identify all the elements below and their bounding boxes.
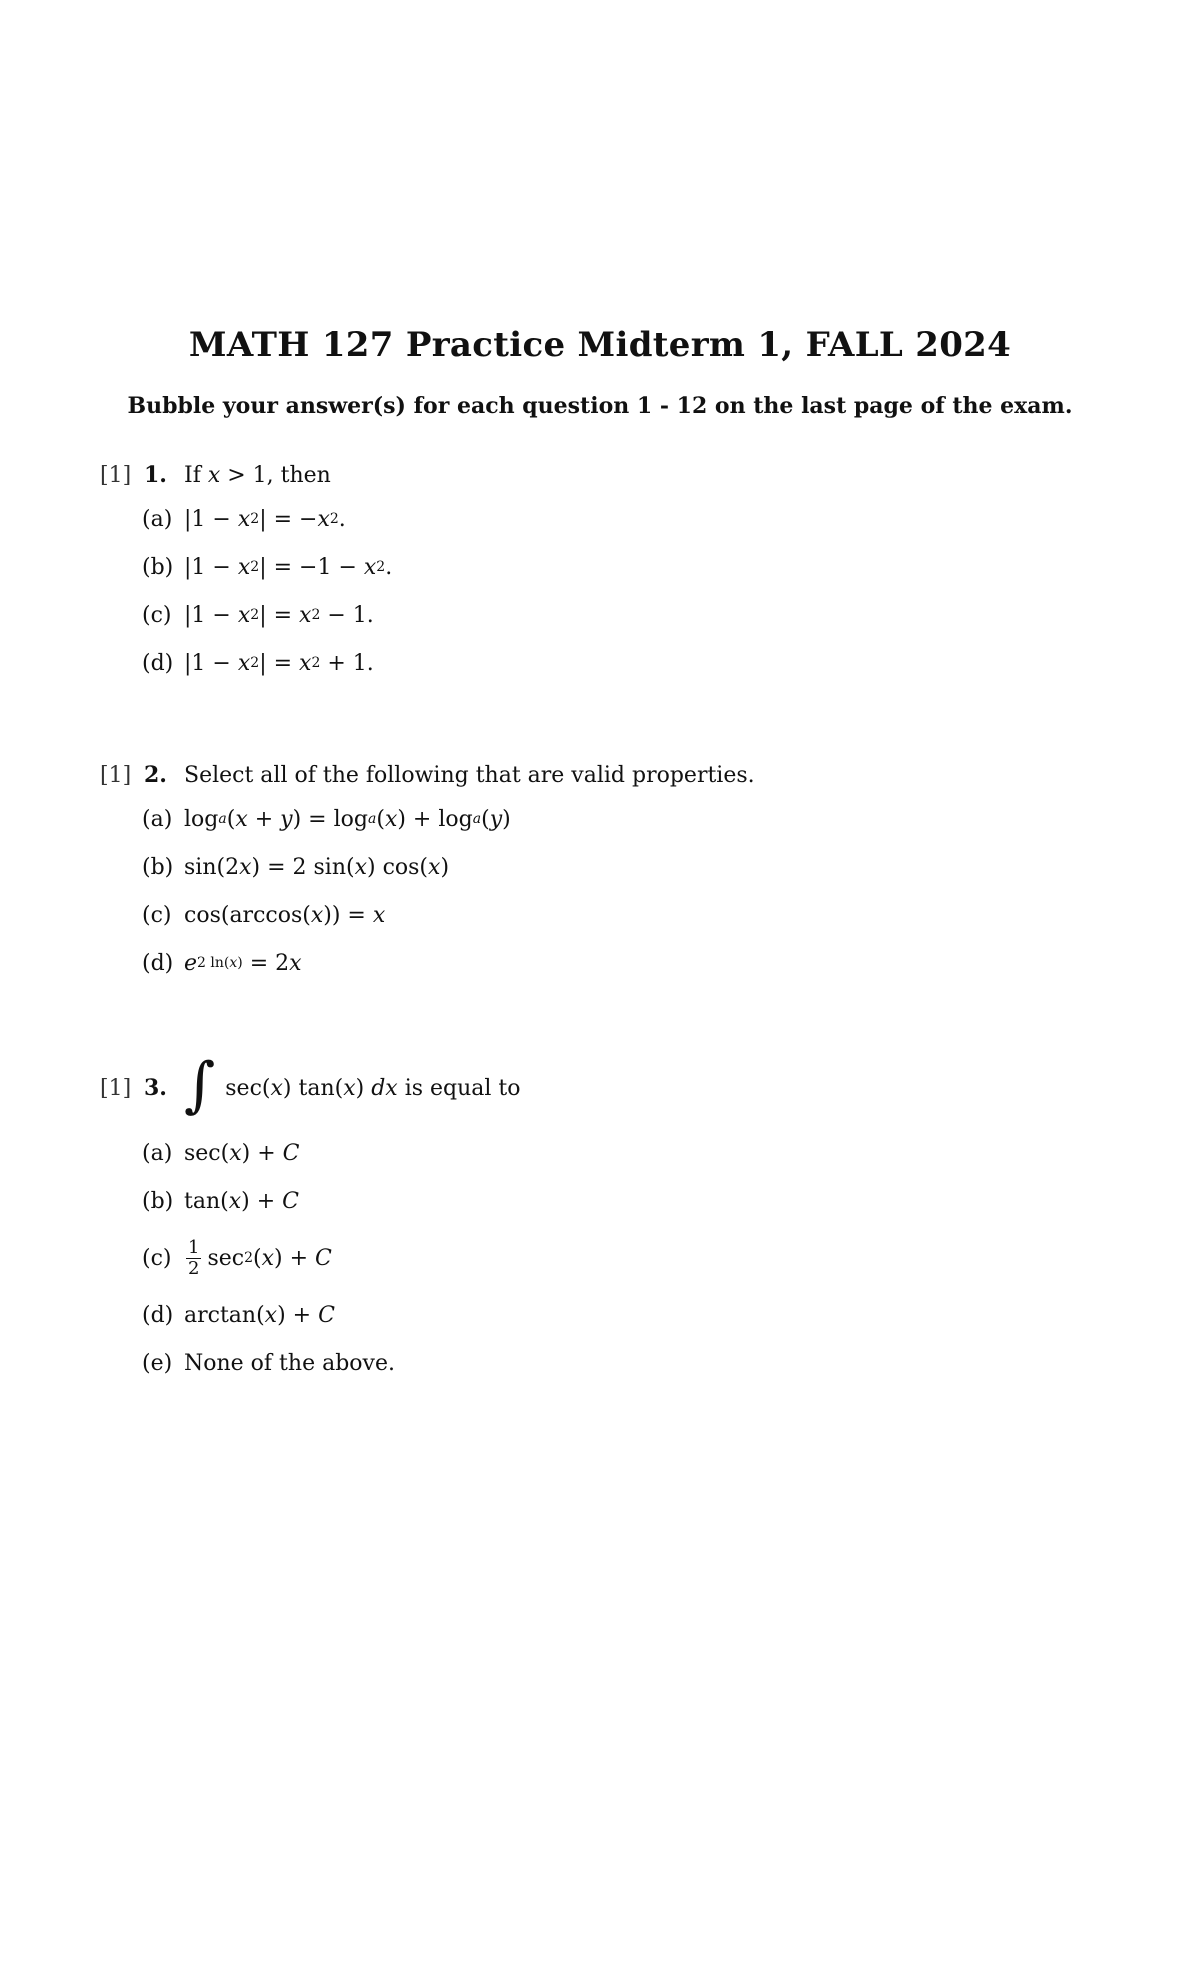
- option-text: $\frac{1}{2}$ sec 2 ( x ) + C: [188, 1236, 332, 1279]
- option-d: [142, 939, 1100, 987]
- option-text: |1 − x 2 | = x 2 + 1.: [184, 650, 374, 676]
- option-text: |1 − x 2 | = −1 − x 2 .: [184, 554, 393, 580]
- option-a: [142, 1129, 1100, 1177]
- option-text: cos(arccos( x )) = x: [184, 902, 386, 928]
- option-c: [142, 591, 1100, 639]
- option-a: [142, 795, 1100, 843]
- integral-sign: ∫: [184, 1050, 216, 1120]
- option-b: [142, 1177, 1100, 1225]
- option-c: [142, 891, 1100, 939]
- option-text: log a ( x + y ) = log a ( x ) + log a ( y ): [184, 806, 511, 832]
- option-text: tan( x ) + C: [184, 1188, 299, 1214]
- option-text: arctan( x ) + C: [184, 1302, 335, 1328]
- points-label: [1]: [100, 762, 132, 788]
- question-3: [100, 1050, 1100, 1387]
- question-number: 1.: [144, 462, 167, 488]
- option-label: (d): [142, 1302, 174, 1328]
- option-label: (b): [142, 1188, 174, 1214]
- option-label: (c): [142, 1245, 172, 1271]
- question-prompt: If x > 1, then: [184, 462, 331, 488]
- option-text: None of the above.: [184, 1350, 395, 1376]
- instructions: Bubble your answer(s) for each question 1 - 12 on the last page of the exam.: [127, 393, 1073, 419]
- option-d: [142, 639, 1100, 687]
- points-label: [1]: [100, 1075, 132, 1101]
- option-label: (e): [142, 1350, 173, 1376]
- option-text: |1 − x 2 | = x 2 − 1.: [184, 602, 374, 628]
- option-label: (a): [142, 806, 173, 832]
- option-e: [142, 1339, 1100, 1387]
- question-1: [100, 455, 1100, 687]
- option-b: [142, 543, 1100, 591]
- option-label: (c): [142, 902, 172, 928]
- points-label: [1]: [100, 462, 132, 488]
- option-text: e 2 ln(x) = 2 x: [184, 950, 302, 976]
- question-number: 3.: [144, 1075, 167, 1101]
- fraction-one-half: $\frac{1}{2}$: [188, 1236, 200, 1279]
- page-title: MATH 127 Practice Midterm 1, FALL 2024: [188, 325, 1012, 365]
- option-label: (a): [142, 1140, 173, 1166]
- option-label: (b): [142, 554, 174, 580]
- option-text: |1 − x 2 | = − x 2 .: [184, 506, 346, 532]
- option-label: (d): [142, 650, 174, 676]
- option-a: [142, 495, 1100, 543]
- question-number: 2.: [144, 762, 167, 788]
- option-label: (b): [142, 854, 174, 880]
- option-text: sin(2 x ) = 2 sin( x ) cos( x ): [184, 854, 450, 880]
- option-label: (d): [142, 950, 174, 976]
- option-label: (c): [142, 602, 172, 628]
- question-prompt: ∫ sec( x ) tan( x ) dx is equal to: [184, 1050, 521, 1120]
- option-label: (a): [142, 506, 173, 532]
- option-c: [142, 1225, 1100, 1291]
- option-b: [142, 843, 1100, 891]
- question-2: [100, 755, 1100, 987]
- question-prompt: Select all of the following that are valid properties.: [184, 762, 755, 788]
- option-text: sec( x ) + C: [184, 1140, 300, 1166]
- option-d: [142, 1291, 1100, 1339]
